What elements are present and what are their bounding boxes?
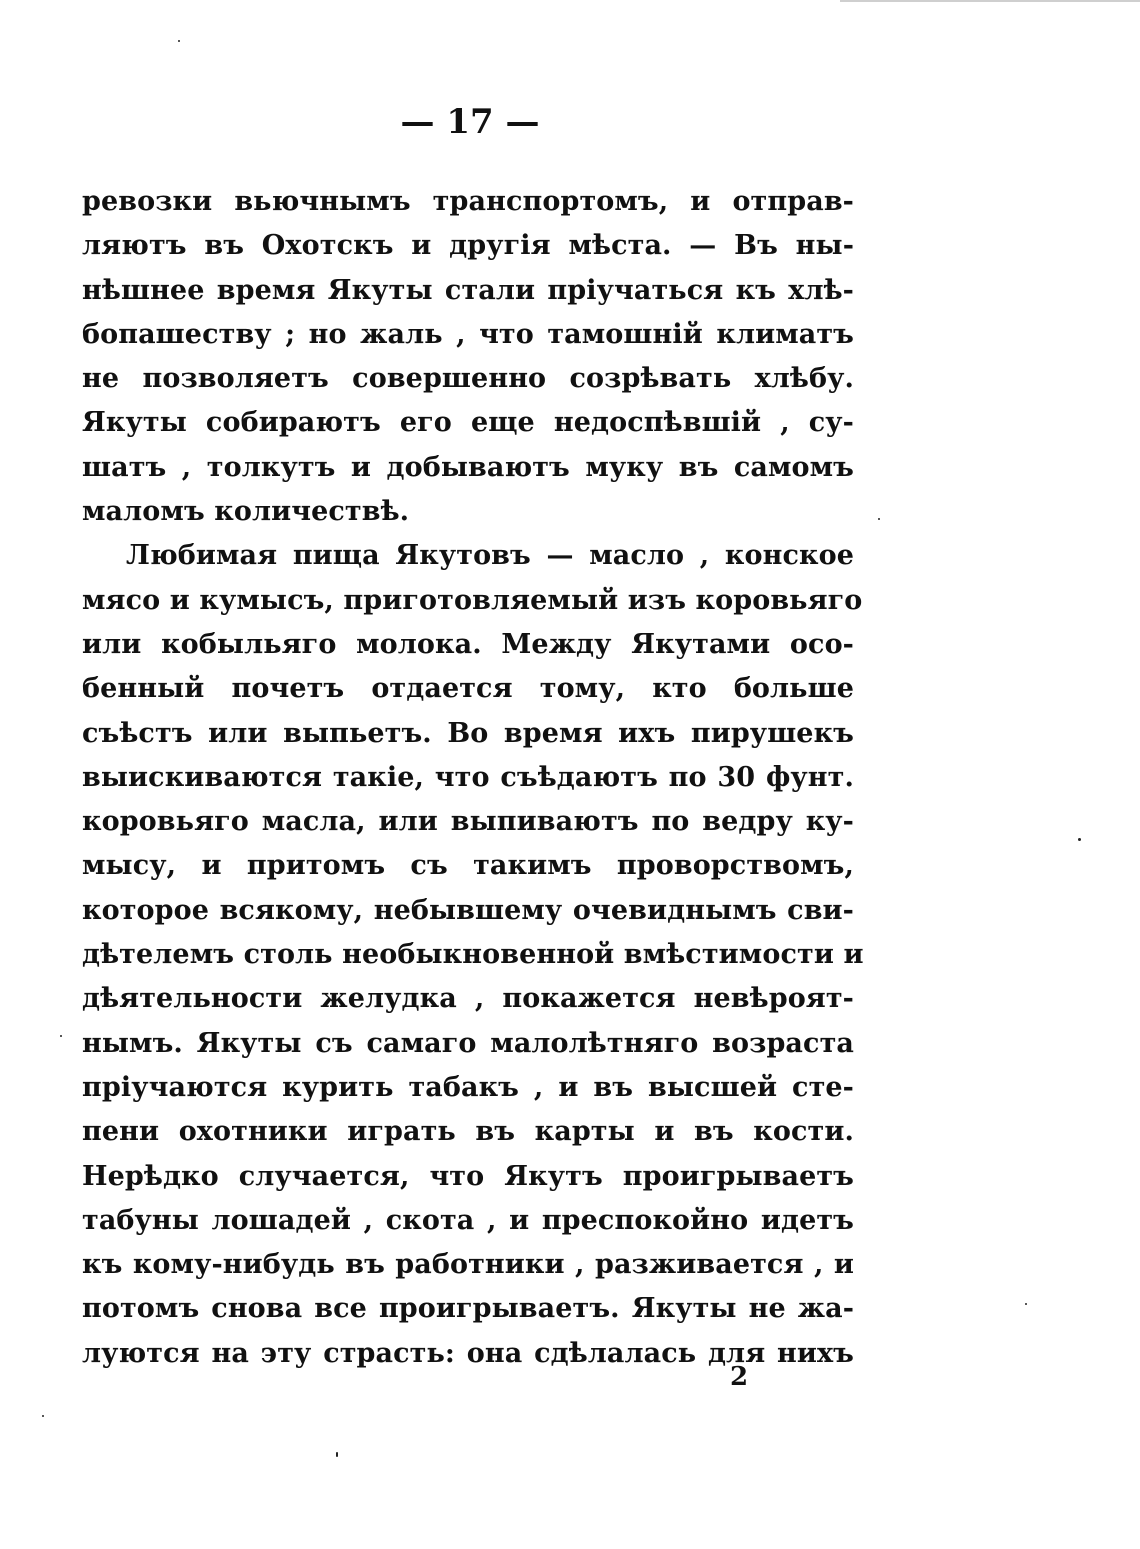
text-line-10: мясо и кумысъ, приготовляемый изъ коровьяго: [82, 584, 863, 616]
scan-speck: [60, 1035, 62, 1037]
scan-speck: [878, 518, 880, 520]
text-line-21: пріучаются курить табакъ , и въ высшей сте-: [82, 1071, 854, 1103]
page-number: — 17 —: [400, 102, 540, 142]
text-line-5: не позволяетъ совершенно созрѣвать хлѣбу.: [82, 363, 854, 395]
signature-mark: 2: [730, 1362, 749, 1392]
text-line-2: ляютъ въ Охотскъ и другія мѣста. — Въ ны-: [82, 230, 854, 262]
scan-speck: [1078, 838, 1081, 841]
text-line-19: дѣятельности желудка , покажется невѣроят-: [82, 983, 854, 1015]
text-line-1: ревозки вьючнымъ транспортомъ, и отправ-: [82, 186, 854, 217]
text-line-7: шатъ , толкутъ и добываютъ муку въ самомъ: [82, 451, 854, 483]
text-line-4: бопашеству ; но жаль , что тамошній климатъ: [82, 318, 854, 350]
text-line-12: бенный почетъ отдается тому, кто больше: [82, 673, 854, 705]
top-edge-rule: [840, 0, 1140, 2]
text-line-14: выискиваются такіе, что съѣдаютъ по 30 фунт.: [82, 761, 854, 793]
text-line-22: пени охотники играть въ карты и въ кости.: [82, 1116, 854, 1148]
text-line-15: коровьяго масла, или выпиваютъ по ведру ку-: [82, 806, 854, 838]
text-line-18: дѣтелемъ столь необыкновенной вмѣстимости и: [82, 939, 864, 971]
body-text: [82, 180, 864, 1376]
text-line-25: къ кому-нибудь въ работники , разживается , и: [82, 1249, 854, 1281]
text-line-13: съѣстъ или выпьетъ. Во время ихъ пирушекъ: [82, 717, 854, 749]
text-line-24: табуны лошадей , скота , и преспокойно идетъ: [82, 1204, 854, 1236]
text-line-9: Любимая пища Якутовъ — масло , конское: [126, 540, 854, 572]
scan-speck: [336, 1452, 338, 1457]
text-line-20: нымъ. Якуты съ самаго малолѣтняго возраста: [82, 1027, 854, 1059]
text-line-23: Нерѣдко случается, что Якутъ проигрываетъ: [82, 1160, 854, 1192]
text-line-26: потомъ снова все проигрываетъ. Якуты не жа-: [82, 1293, 854, 1325]
text-line-11: или кобыльяго молока. Между Якутами осо-: [82, 628, 854, 660]
text-line-16: мысу, и притомъ съ такимъ проворствомъ,: [82, 850, 854, 882]
scan-speck: [42, 1415, 44, 1417]
text-line-27: луются на эту страсть: она сдѣлалась для нихъ: [82, 1337, 854, 1369]
scan-speck: [1025, 1303, 1027, 1305]
text-line-8: маломъ количествѣ.: [82, 496, 410, 528]
text-line-17: которое всякому, небывшему очевиднымъ сви-: [82, 894, 854, 926]
text-line-3: нѣшнее время Якуты стали пріучаться къ хлѣ-: [82, 274, 854, 306]
text-line-6: Якуты собираютъ его еще недоспѣвшій , су-: [82, 407, 854, 439]
scan-speck: [178, 40, 180, 42]
